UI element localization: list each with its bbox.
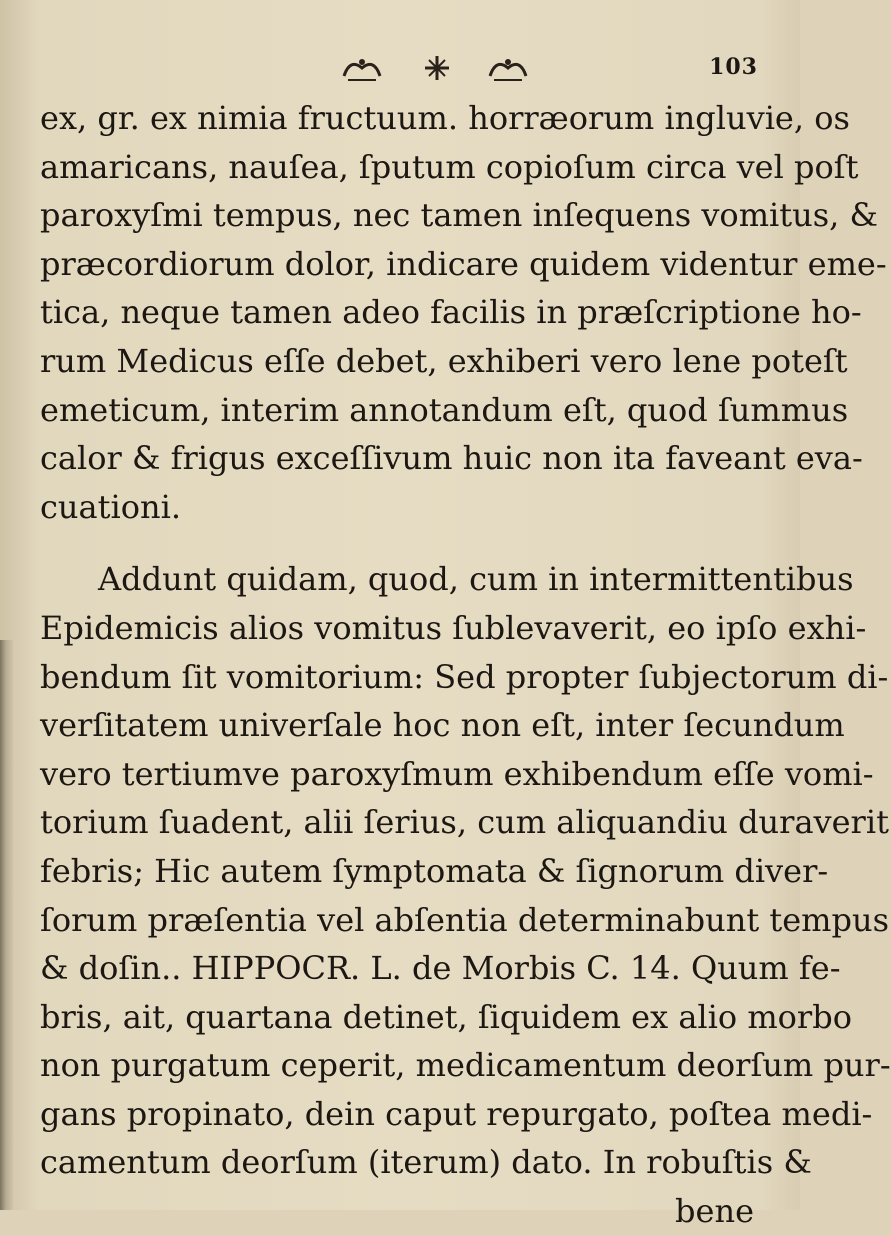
cross-ornament-icon <box>420 54 454 82</box>
text-line: paroxyſmi tempus, nec tamen inſequens vomitus, & <box>40 196 878 235</box>
paragraph-gap <box>40 531 768 555</box>
text-line: rum Medicus eſſe debet, exhiberi vero lene poteſt <box>40 341 848 380</box>
catchword: bene <box>675 1192 754 1231</box>
text-line: gans propinato, dein caput repurgato, poſtea medi- <box>40 1094 873 1133</box>
text-line: vero tertiumve paroxyſmum exhibendum eſſe vomi- <box>40 754 874 793</box>
floral-ornament-icon <box>486 54 530 82</box>
text-line: præcordiorum dolor, indicare quidem videntur eme- <box>40 244 887 283</box>
text-line: torium ſuadent, alii ſerius, cum aliquandiu duraverit <box>40 803 889 842</box>
text-line: calor & frigus exceſſivum huic non ita faveant eva- <box>40 439 863 478</box>
text-line: verſitatem univerſale hoc non eſt, inter ſecundum <box>40 706 845 745</box>
text-line: ex, gr. ex nimia fructuum. horræorum ingluvie, os <box>40 99 850 137</box>
text-line: bendum ſit vomitorium: Sed propter ſubjectorum di- <box>40 657 889 696</box>
text-line: febris; Hic autem ſymptomata & ſignorum diver- <box>40 851 829 890</box>
text-line: camentum deorſum (iterum) dato. In robuſtis & <box>40 1143 812 1182</box>
text-line: cuationi. <box>40 487 181 526</box>
floral-ornament-icon <box>340 54 384 82</box>
text-line: Epidemicis alios vomitus ſublevaverit, eo ipſo exhi- <box>40 608 867 647</box>
text-line: & doſin.. HIPPOCR. L. de Morbis C. 14. Quum fe- <box>40 949 841 988</box>
page-header <box>0 54 800 94</box>
binding-shadow <box>0 640 14 1210</box>
text-line: emeticum, interim annotandum eſt, quod ſummus <box>40 390 849 429</box>
page-number: 103 <box>709 54 758 80</box>
text-line: ſorum præſentia vel abſentia determinabunt tempus <box>40 900 890 939</box>
text-line: tica, neque tamen adeo facilis in præſcriptione ho- <box>40 293 862 332</box>
text-line: non purgatum ceperit, medicamentum deorſum pur- <box>40 1046 891 1085</box>
text-line: Addunt quidam, quod, cum in intermittentibus <box>98 560 854 599</box>
text-line: amaricans, nauſea, ſputum copioſum circa vel poſt <box>40 147 859 186</box>
text-line: bris, ait, quartana detinet, ſiquidem ex alio morbo <box>40 997 852 1036</box>
body-text <box>40 94 891 1236</box>
